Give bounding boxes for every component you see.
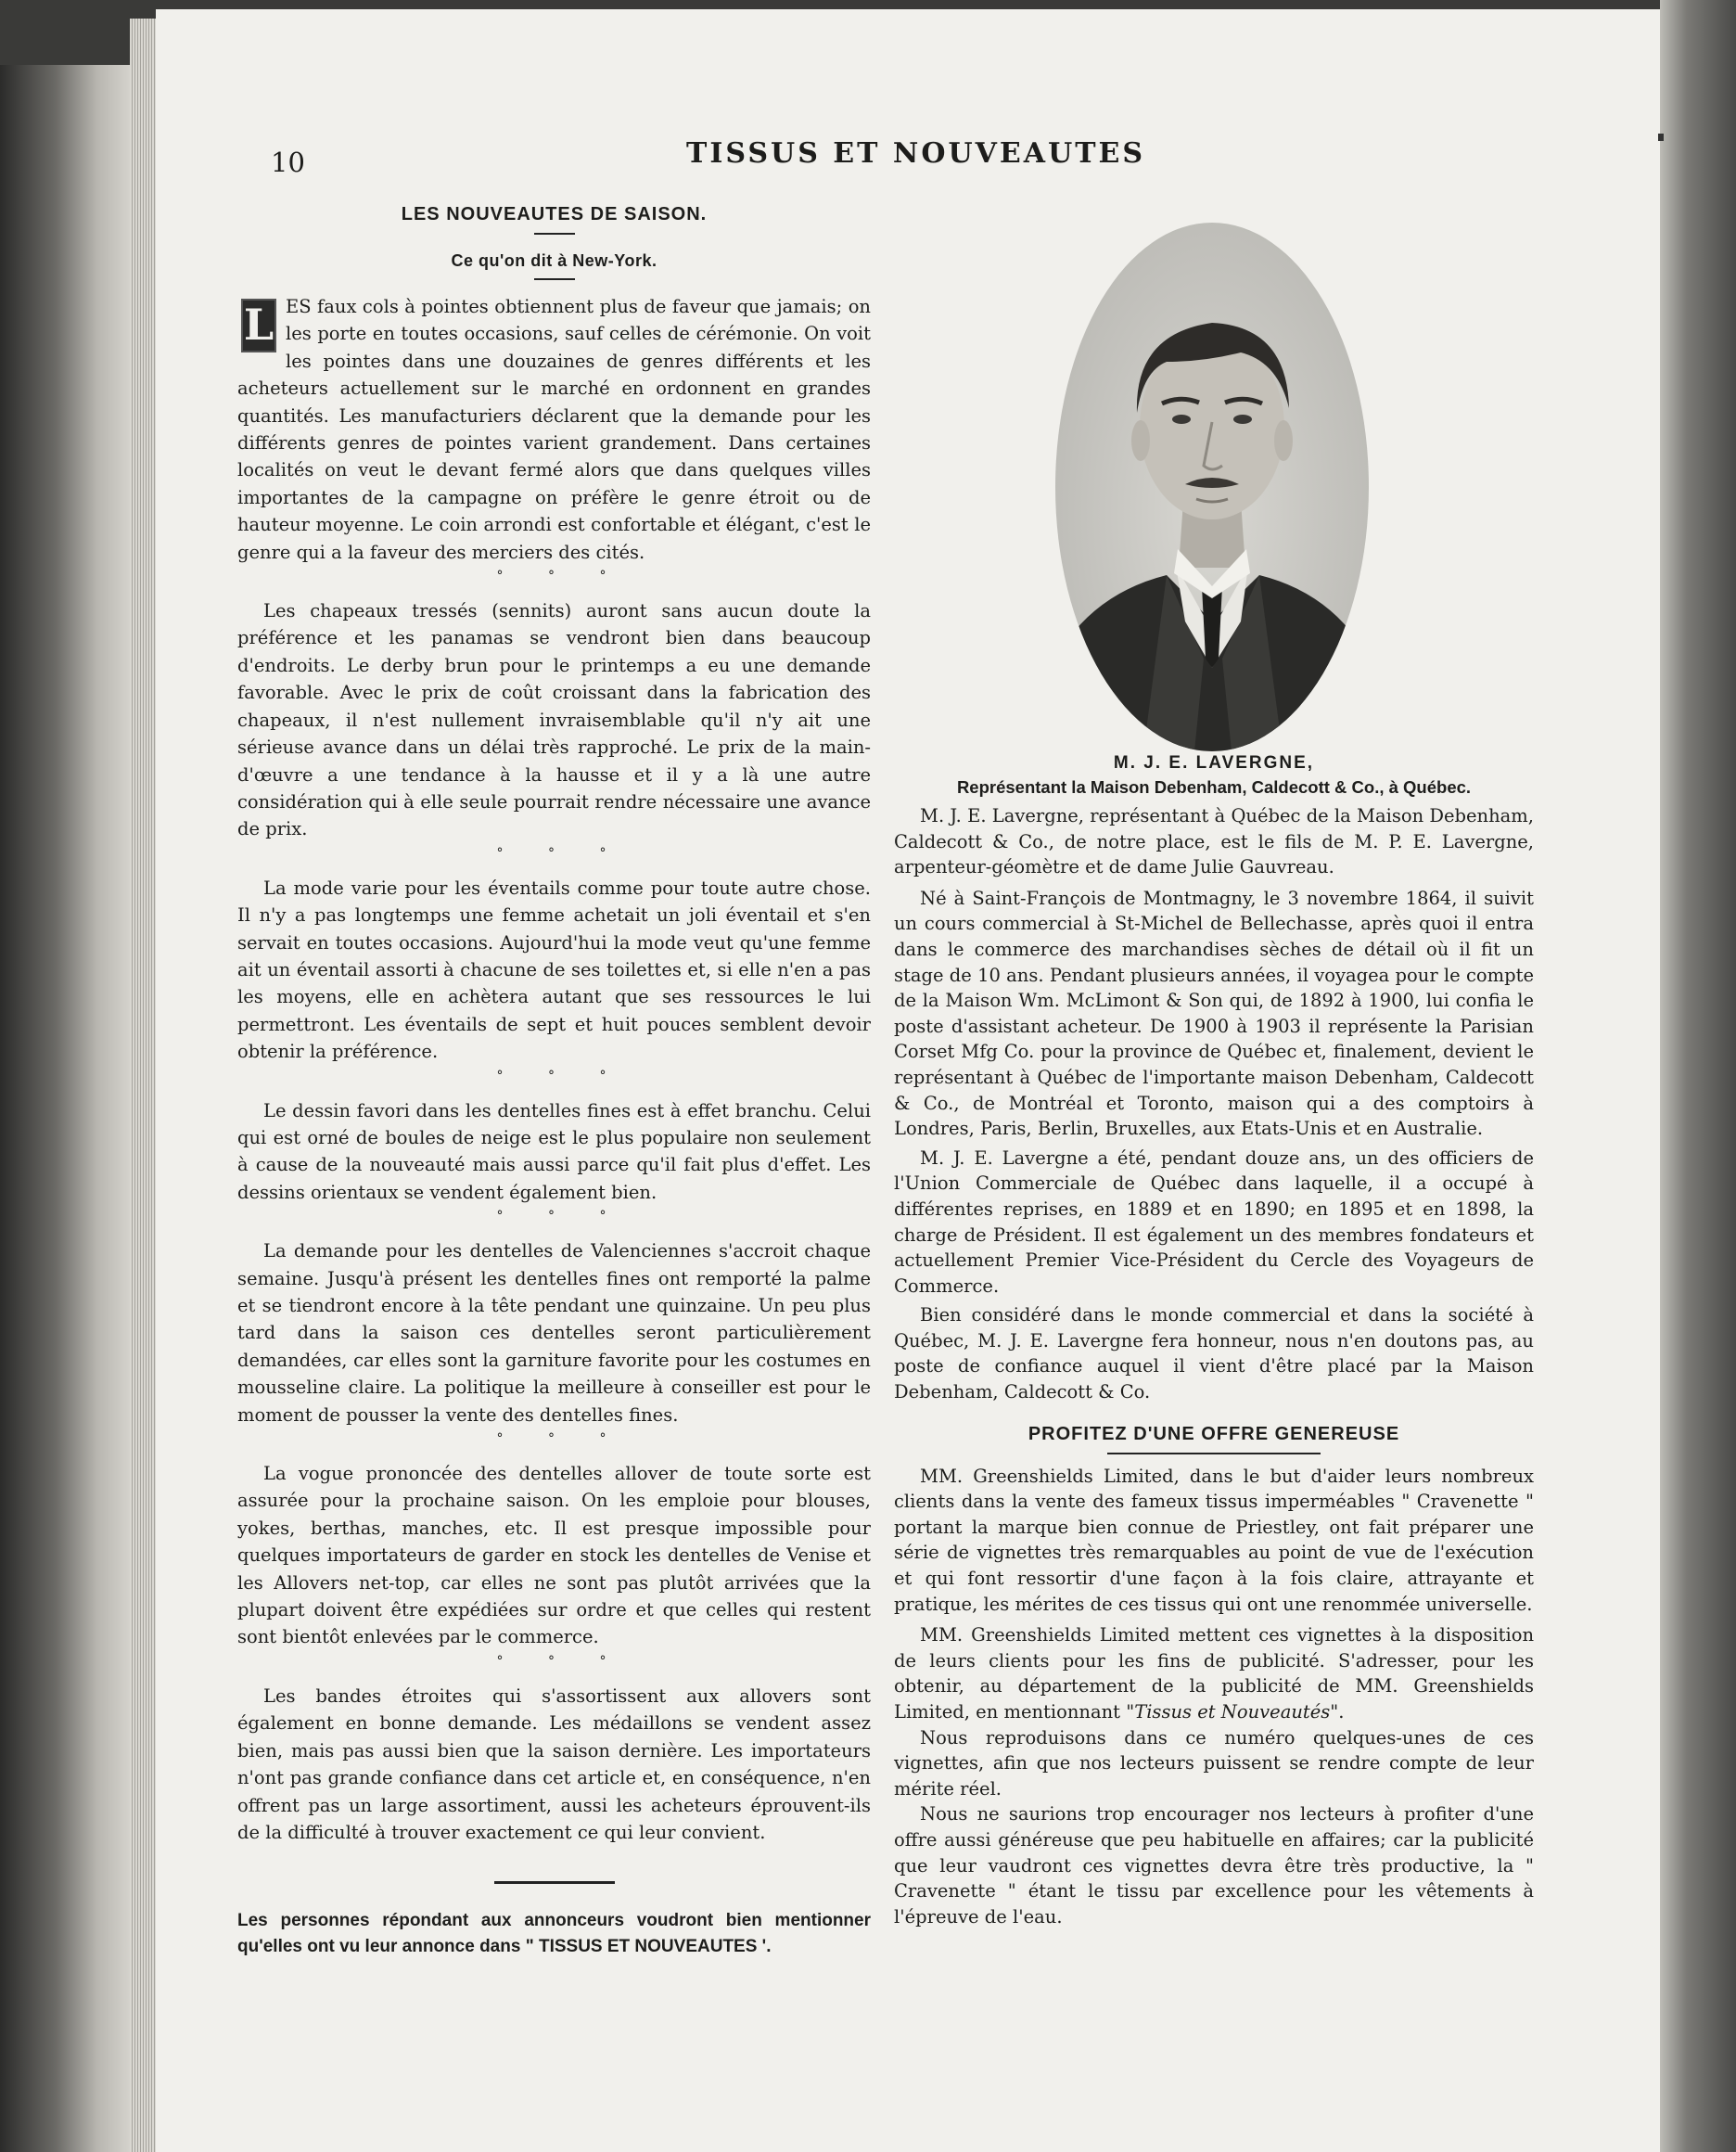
offer-rule	[1107, 1453, 1321, 1454]
page-stack-edge	[130, 19, 158, 2152]
book-right-edge	[1660, 0, 1736, 2152]
paragraph-valenciennes: La demande pour les dentelles de Valenciennes s'accroit chaque semaine. Jusqu'à présent les dentelles fines ont remporté la palme et se tiendront encore à la tête pendant une quinzaine. Un peu plus tard dans la saison ces dentelles seront particulièrement demandées, car elles sont la garniture favorite pour les costumes en mousseline claire. La politique la meilleure à conseiller est pour le moment de pousser la vente des dentelles fines.	[237, 1240, 871, 1426]
subtitle-rule	[534, 278, 575, 280]
paragraph-greenshields-3: Nous reproduisons dans ce numéro quelques-unes de ces vignettes, afin que nos lecteurs puissent se rendre compte de leur mérite réel.	[894, 1726, 1534, 1800]
drop-cap: L	[241, 299, 276, 352]
paragraph-greenshields-1: MM. Greenshields Limited, dans le but d'aider leurs nombreux clients dans la vente des fameux tissus imperméables " Cravenette " portant la marque bien connue de Priestley, ont fait préparer une série de vignettes très remarquables au point de vue de l'exécution et qui font ressortir d'une façon à la fois claire, attrayante et pratique, les mérites de ces tissus qui ont une renommée universelle.	[894, 1465, 1534, 1615]
ornament-divider: ° ° °	[496, 569, 627, 584]
ornament-divider: ° ° °	[496, 845, 627, 861]
left-column	[237, 204, 871, 1960]
paragraph-lavergne-union: M. J. E. Lavergne a été, pendant douze ans, un des officiers de l'Union Commerciale de Québec dans laquelle, il a occupé à différentes reprises, en 1889 et en 1890; en 1895 et en 1898, la charge de Président. Il est également un des membres fondateurs et actuellement Premier Vice-Président du Cercle des Voyageurs de Commerce.	[894, 1146, 1534, 1297]
greenshields-2-text: MM. Greenshields Limited mettent ces vignettes à la disposition de leurs clients pour les fins de publicité. S'adresser, pour les obtenir, au département de la publicité de MM. Greenshields Limited, en mentionnant "	[894, 1624, 1534, 1723]
title-rule	[534, 233, 575, 235]
portrait-caption-name: M. J. E. LAVERGNE,	[1113, 753, 1315, 773]
closing-rule	[494, 1881, 615, 1884]
ornament-divider: ° ° °	[496, 1068, 627, 1083]
section-title: LES NOUVEAUTES DE SAISON.	[401, 204, 708, 224]
paragraph-lavergne-closing: Bien considéré dans le monde commercial et dans la société à Québec, M. J. E. Lavergne fera honneur, nous n'en doutons pas, au poste de confiance auquel il vient d'être placé par la Maison Debenham, Caldecott & Co.	[894, 1304, 1534, 1403]
book-left-edge	[0, 65, 139, 2152]
paragraph-fans: La mode varie pour les éventails comme pour toute autre chose. Il n'y a pas longtemps une femme achetait un joli éventail et s'en servait en toutes occasions. Aujourd'hui la mode veut qu'une femme ait un éventail assorti à chacune de ses toilettes et, si elle n'en a pas les moyens, elle en achètera autant que ses ressources le lui permettront. Les éventails de sept et huit pouces semblent devoir obtenir la préférence.	[237, 877, 871, 1063]
portrait-caption-role: Représentant la Maison Debenham, Caldecott & Co., à Québec.	[956, 777, 1472, 797]
ornament-divider: ° ° °	[496, 1653, 627, 1669]
paragraph-greenshields-4: Nous ne saurions trop encourager nos lecteurs à profiter d'une offre aussi généreuse que peu habituelle en affaires; car la publicité que leur vaudront ces vignettes devra être très productive, la " Cravenette " étant le tissu par excellence pour les vêtements à l'épreuve de l'eau.	[894, 1803, 1534, 1928]
paragraph-allover: La vogue prononcée des dentelles allover de toute sorte est assurée pour la prochaine saison. On les emploie pour blouses, yokes, berthas, manches, etc. Il est presque impossible pour quelques importateurs de garder en stock les dentelles de Venise et les Allovers net-top, car elles ne sont pas plutôt arrivées que la plupart doivent être expédiées sur ordre et que celles qui restent sont bientôt enlevées par le commerce.	[237, 1463, 871, 1648]
paragraph-collars-text: ES faux cols à pointes obtiennent plus de faveur que jamais; on les porte en toutes occasions, sauf celles de cérémonie. On voit les pointes dans une douzaines de genres différents et les acheteurs actuellement sur le marché en ordonnent en grandes quantités. Les manufacturiers déclarent que la demande pour les différents genres de pointes varient grandement. Dans certaines localités on veut le devant fermé alors que dans quelques villes importantes de la campagne on préfère le genre étroit ou de hauteur moyenne. Le coin arrondi est confortable et élégant, c'est le genre qui a la faveur des merciers des cités.	[237, 296, 871, 563]
closing-notice: Les personnes répondant aux annonceurs voudront bien mentionner qu'elles ont vu leur annonce dans " TISSUS ET NOUVEAUTES '.	[237, 1911, 871, 1957]
greenshields-2-end: ".	[1330, 1701, 1345, 1723]
page-number: 10	[271, 147, 305, 178]
paragraph-bands: Les bandes étroites qui s'assortissent aux allovers sont également en bonne demande. Les médaillons se vendent assez bien, mais pas aussi bien que la saison dernière. Les importateurs n'ont pas grande confiance dans cet article et, en conséquence, n'en offrent pas un large assortiment, aussi les acheteurs éprouvent-ils de la difficulté à trouver exactement ce qui leur convient.	[237, 1684, 871, 1843]
paragraph-lavergne-intro: M. J. E. Lavergne, représentant à Québec de la Maison Debenham, Caldecott & Co., de notre place, est le fils de M. P. E. Lavergne, arpenteur-géomètre et de dame Julie Gauvreau.	[894, 805, 1534, 878]
right-column	[894, 223, 1534, 1929]
running-title: TISSUS ET NOUVEAUTES	[686, 137, 1146, 170]
section-subtitle: Ce qu'on dit à New-York.	[451, 251, 657, 270]
margin-mark	[1658, 134, 1664, 141]
paragraph-greenshields-2	[894, 1622, 1534, 1724]
ornament-divider: ° ° °	[496, 1209, 627, 1224]
ornament-divider: ° ° °	[496, 1431, 627, 1447]
greenshields-2-italic: Tissus et Nouveautés	[1134, 1701, 1331, 1723]
offer-title: PROFITEZ D'UNE OFFRE GENEREUSE	[1028, 1423, 1400, 1444]
paragraph-lavergne-career: Né à Saint-François de Montmagny, le 3 novembre 1864, il suivit un cours commercial à St-Michel de Bellechasse, après quoi il entra dans le commerce des marchandises sèches de détail où il fit un stage de 10 ans. Pendant plusieurs années, il voyagea pour le compte de la Maison Wm. McLimont & Son qui, de 1892 à 1900, lui confia le poste d'assistant acheteur. De 1900 à 1903 il représente la Parisian Corset Mfg Co. pour la province de Québec et, finalement, devient le représentant à Québec de l'importante maison Debenham, Caldecott & Co., de Montréal et Toronto, maison qui a des comptoirs à Londres, Paris, Berlin, Bruxelles, aux Etats-Unis et en Australie.	[894, 887, 1534, 1140]
paragraph-hats: Les chapeaux tressés (sennits) auront sans aucun doute la préférence et les panamas se vendront bien dans beaucoup d'endroits. Le derby brun pour le printemps a eu une demande favorable. Avec le prix de coût croissant dans la fabrication des chapeaux, il n'est nullement invraisemblable qu'il n'y ait une sérieuse avance dans un délai très rapproché. Le prix de la main-d'œuvre a une tendance à la hausse et il y a là une autre considération qui à elle seule pourrait rendre nécessaire une avance de prix.	[237, 600, 871, 840]
paragraph-collars	[237, 293, 871, 566]
paragraph-lace-design: Le dessin favori dans les dentelles fines est à effet branchu. Celui qui est orné de boules de neige est le plus populaire non seulement à cause de la nouveauté mais aussi parce qu'il fait plus d'effet. Les dessins orientaux se vendent également bien.	[237, 1099, 871, 1203]
